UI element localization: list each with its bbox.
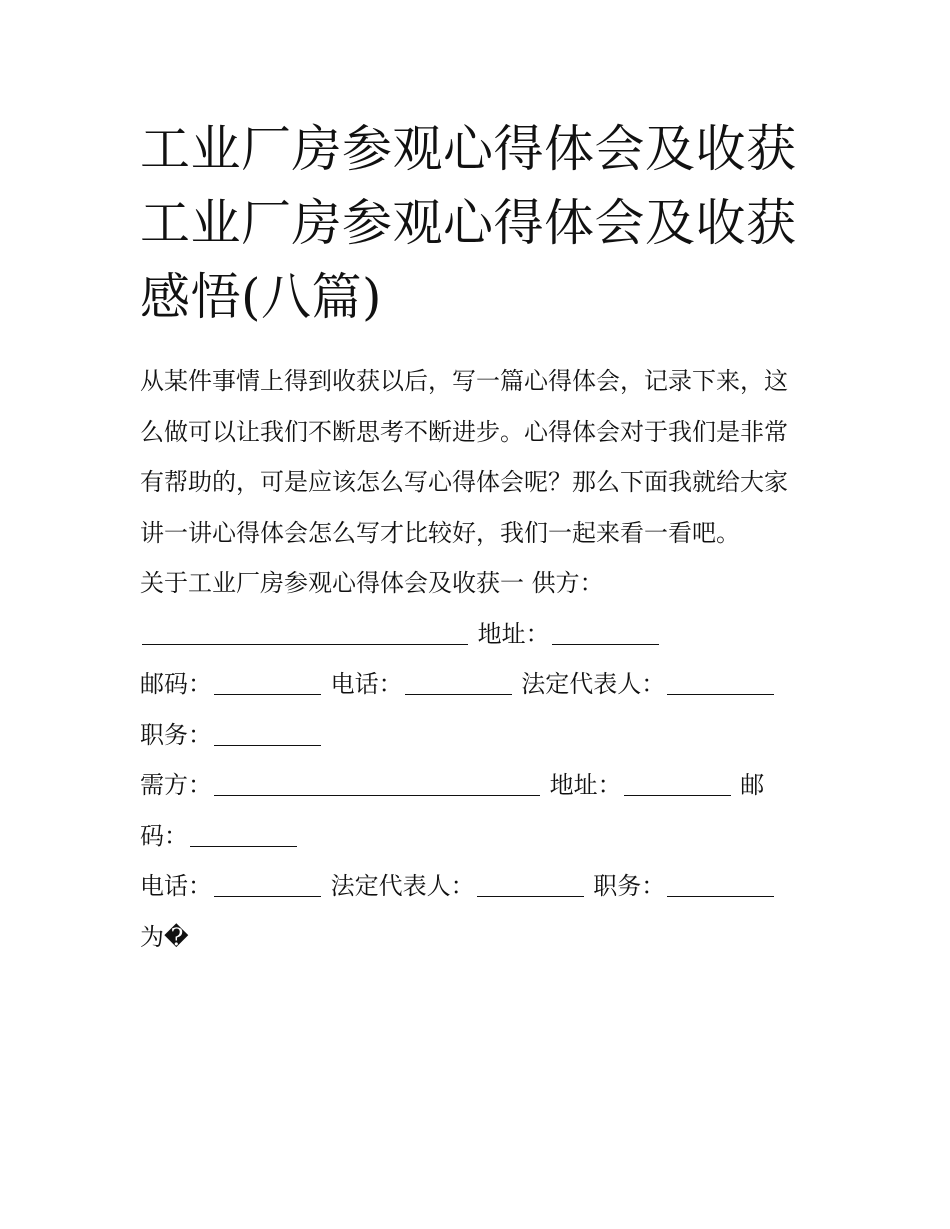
document-title	[140, 112, 840, 334]
buyer-position-blank	[667, 866, 774, 897]
supplier-phone-label: 电话：	[330, 670, 403, 698]
intro-line-1: 从某件事情上得到收获以后，写一篇心得体会，记录下来，这	[140, 367, 788, 395]
intro-line-4: 讲一讲心得体会怎么写才比较好，我们一起来看一看吧。	[140, 518, 740, 547]
supplier-postcode-label: 邮码：	[140, 670, 212, 698]
trailing-text: 为�	[140, 922, 189, 951]
buyer-name-blank	[214, 765, 540, 796]
buyer-row-1	[140, 760, 820, 811]
title-line-1: 工业厂房参观心得体会及收获	[140, 120, 797, 178]
intro-line-2: 么做可以让我们不断思考不断进步。心得体会对于我们是非常	[140, 417, 788, 446]
buyer-address-blank	[624, 765, 731, 796]
supplier-row-2	[140, 659, 820, 710]
buyer-position-label: 职务：	[593, 872, 666, 900]
supplier-phone-blank	[405, 664, 512, 695]
section-heading: 关于工业厂房参观心得体会及收获一 供方：	[140, 569, 604, 597]
buyer-phone-blank	[214, 866, 321, 897]
title-line-3: 感悟(八篇)	[140, 268, 383, 326]
buyer-phone-label: 电话：	[140, 872, 212, 900]
supplier-position-blank	[214, 715, 321, 746]
title-line-2: 工业厂房参观心得体会及收获	[140, 194, 797, 252]
supplier-row-3	[140, 710, 820, 761]
supplier-legal-rep-blank	[667, 664, 774, 695]
supplier-postcode-blank	[214, 664, 321, 695]
buyer-address-label: 地址：	[549, 771, 622, 799]
buyer-legal-rep-label: 法定代表人：	[330, 872, 475, 900]
supplier-legal-rep-label: 法定代表人：	[521, 670, 666, 698]
buyer-row-3	[140, 861, 820, 912]
buyer-postcode-blank	[190, 816, 297, 847]
supplier-position-label: 职务：	[140, 720, 212, 749]
buyer-label: 需方：	[140, 771, 212, 799]
buyer-legal-rep-blank	[477, 866, 584, 897]
supplier-address-blank	[552, 614, 659, 645]
supplier-address-label: 地址：	[477, 619, 550, 648]
document-body	[140, 356, 820, 962]
supplier-row-1	[140, 609, 820, 660]
intro-line-3: 有帮助的，可是应该怎么写心得体会呢？那么下面我就给大家	[140, 468, 788, 496]
buyer-postcode-label-a: 邮	[740, 771, 765, 799]
buyer-row-2	[140, 811, 820, 862]
supplier-name-blank	[142, 614, 468, 645]
buyer-postcode-label-b: 码：	[140, 821, 188, 850]
